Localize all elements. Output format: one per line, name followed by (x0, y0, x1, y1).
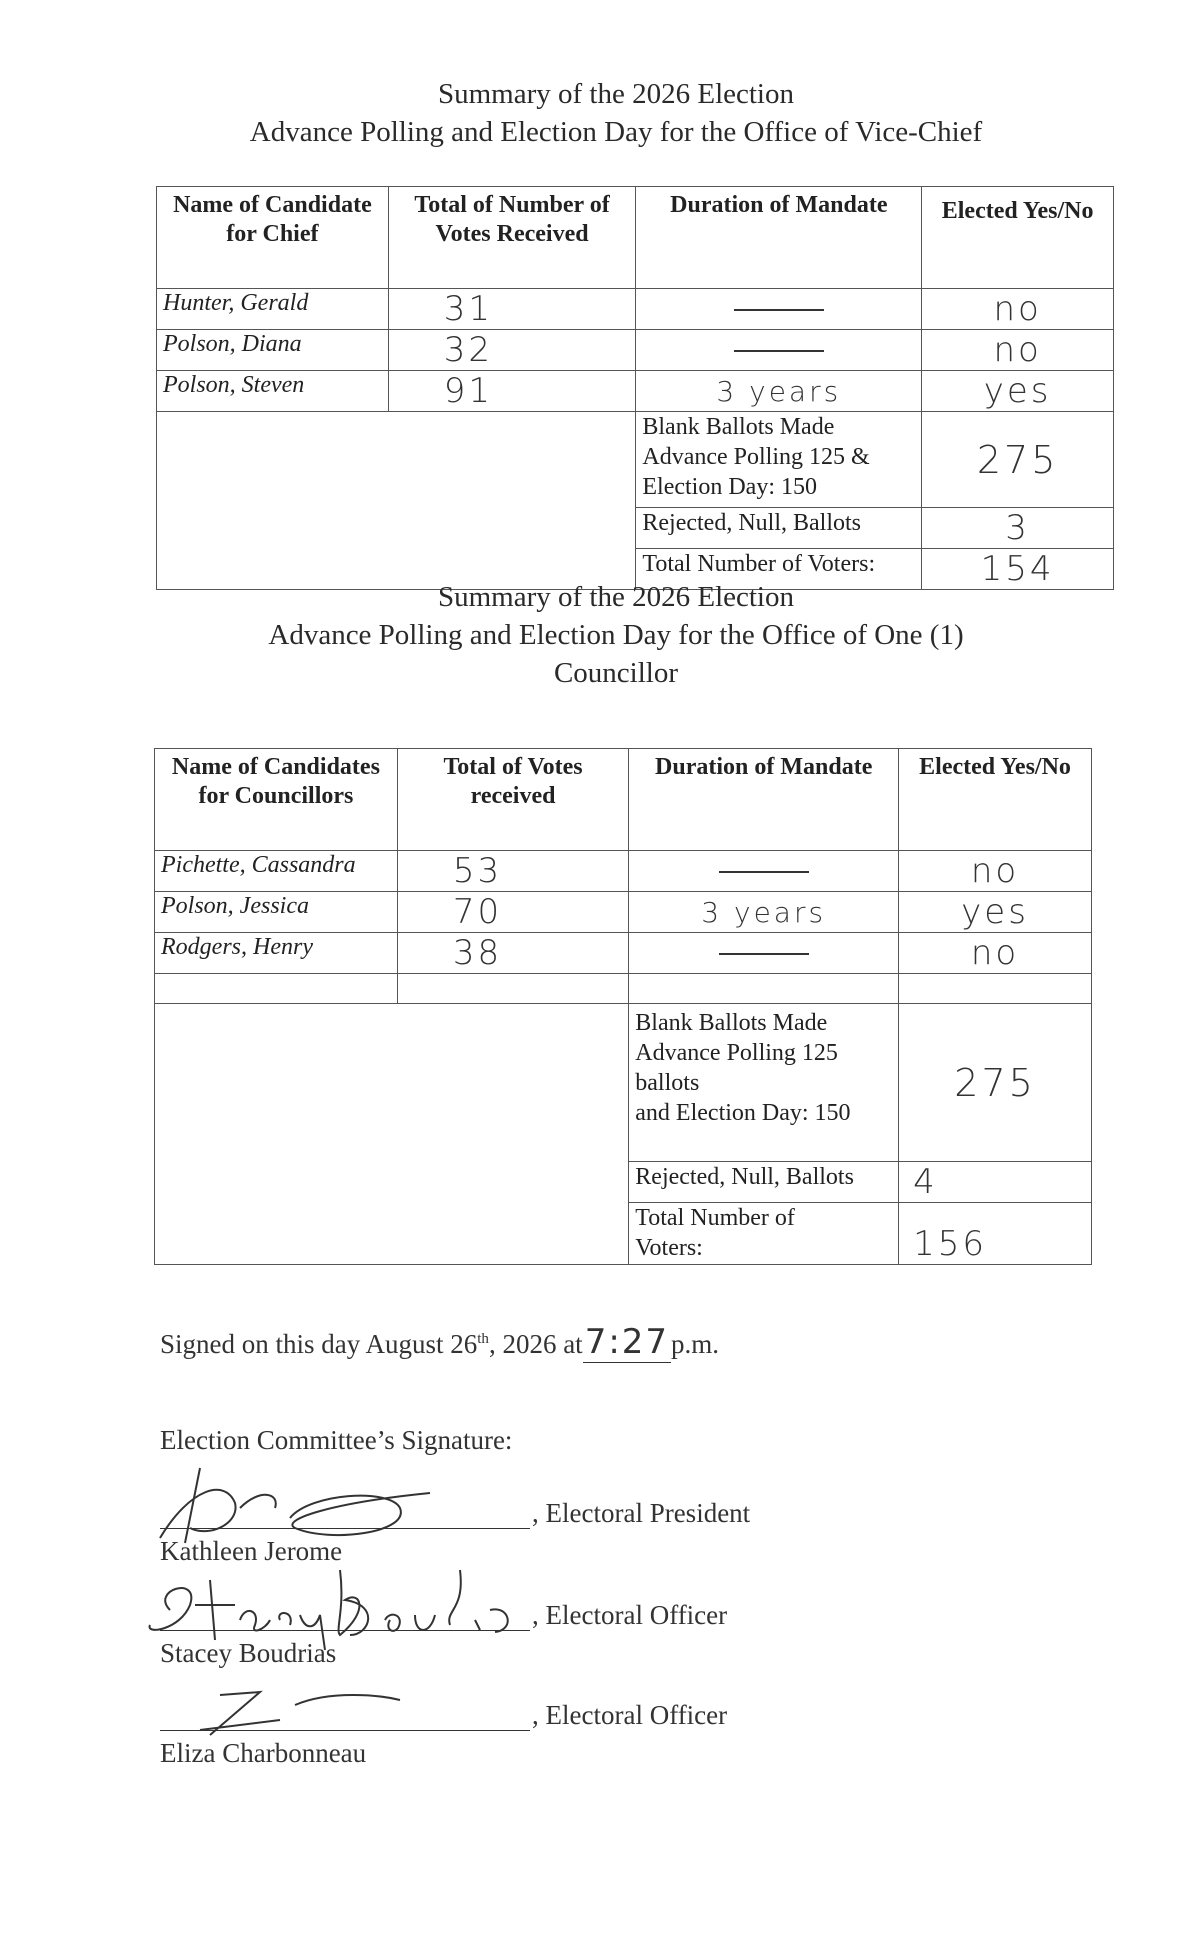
rejected-value: 3 (922, 508, 1114, 549)
blank-ballots-value: 275 (899, 1004, 1092, 1162)
table-row (157, 371, 1114, 412)
candidate-elected: no (899, 851, 1092, 892)
vice-chief-header-row (157, 187, 1114, 289)
table-row (155, 851, 1092, 892)
vice-chief-title (120, 75, 1112, 151)
candidate-name: Pichette, Cassandra (155, 851, 398, 892)
signature-line (160, 1730, 530, 1731)
candidate-votes: 38 (397, 933, 628, 974)
header-votes: Total of Votes received (397, 749, 628, 851)
table-row (157, 330, 1114, 371)
dash-mark (734, 350, 824, 352)
table-row (155, 933, 1092, 974)
blank-ballots-label: Blank Ballots Made Advance Polling 125 ballots and Election Day: 150 (629, 1004, 899, 1162)
rejected-label: Rejected, Null, Ballots (629, 1162, 899, 1203)
signed-date-line (160, 1322, 719, 1362)
candidate-votes: 91 (388, 371, 636, 412)
signed-time: 7:27 (584, 1322, 670, 1362)
candidate-votes: 70 (397, 892, 628, 933)
councillor-title-line1: Summary of the 2026 Election (438, 581, 794, 613)
header-name: Name of Candidates for Councillors (155, 749, 398, 851)
rejected-label: Rejected, Null, Ballots (636, 508, 922, 549)
signed-prefix: Signed on this day August 26 (160, 1329, 478, 1359)
header-duration: Duration of Mandate (636, 187, 922, 289)
candidate-votes: 53 (397, 851, 628, 892)
candidate-duration (629, 851, 899, 892)
councillor-title (120, 578, 1112, 692)
candidate-name: Polson, Steven (157, 371, 389, 412)
signature-block-officer-2 (160, 1680, 860, 1780)
empty-cell (155, 1004, 629, 1265)
candidate-elected: no (899, 933, 1092, 974)
councillor-table (154, 748, 1092, 1265)
signature-name: Stacey Boudrias (160, 1638, 337, 1668)
table-row (157, 289, 1114, 330)
signature-role: , Electoral President (532, 1498, 751, 1528)
empty-cell (157, 412, 636, 590)
candidate-elected: no (922, 330, 1114, 371)
candidate-name: Hunter, Gerald (157, 289, 389, 330)
total-voters-label: Total Number of Voters: (636, 549, 922, 590)
signature-role: , Electoral Officer (532, 1600, 728, 1630)
councillor-title-line2: Advance Polling and Election Day for the Office of One (1) (268, 619, 964, 651)
blank-ballots-row (157, 412, 1114, 508)
candidate-elected: no (922, 289, 1114, 330)
signature-role: , Electoral Officer (532, 1700, 728, 1730)
councillor-title-line3: Councillor (553, 657, 679, 689)
signature-name: Kathleen Jerome (160, 1536, 343, 1566)
dash-mark (734, 309, 824, 311)
blank-ballots-row (155, 1004, 1092, 1162)
blank-ballots-label: Blank Ballots Made Advance Polling 125 & Election Day: 150 (636, 412, 922, 508)
candidate-elected: yes (899, 892, 1092, 933)
blank-ballots-value: 275 (922, 412, 1114, 508)
committee-label: Election Committee’s Signature: (160, 1425, 513, 1455)
header-name: Name of Candidate for Chief (157, 187, 389, 289)
candidate-duration: 3 years (629, 892, 899, 933)
header-elected: Elected Yes/No (899, 749, 1092, 851)
candidate-name: Rodgers, Henry (155, 933, 398, 974)
candidate-duration (629, 933, 899, 974)
dash-mark (719, 953, 809, 955)
candidate-elected: yes (922, 371, 1114, 412)
signature-name: Eliza Charbonneau (160, 1738, 367, 1768)
signature-line (160, 1630, 530, 1631)
total-voters-value: 156 (899, 1203, 1092, 1265)
empty-row (155, 974, 1092, 1004)
vice-chief-title-line2: Advance Polling and Election Day for the Office of Vice-Chief (249, 116, 983, 148)
candidate-duration (636, 289, 922, 330)
candidate-votes: 31 (388, 289, 636, 330)
total-voters-label: Total Number of Voters: (629, 1203, 899, 1265)
header-votes: Total of Number of Votes Received (388, 187, 636, 289)
vice-chief-table (156, 186, 1114, 590)
candidate-name: Polson, Jessica (155, 892, 398, 933)
header-duration: Duration of Mandate (629, 749, 899, 851)
vice-chief-title-line1: Summary of the 2026 Election (438, 78, 794, 110)
councillor-header-row (155, 749, 1092, 851)
table-row (155, 892, 1092, 933)
header-elected: Elected Yes/No (922, 187, 1114, 289)
signed-suffix: p.m. (671, 1329, 720, 1359)
dash-mark (719, 871, 809, 873)
candidate-duration (636, 330, 922, 371)
total-voters-value: 154 (922, 549, 1114, 590)
signed-middle: , 2026 at (488, 1329, 583, 1359)
candidate-votes: 32 (388, 330, 636, 371)
rejected-value: 4 (899, 1162, 1092, 1203)
signature-line (160, 1528, 530, 1529)
candidate-duration: 3 years (636, 371, 922, 412)
signed-sup: th (477, 1331, 489, 1347)
candidate-name: Polson, Diana (157, 330, 389, 371)
